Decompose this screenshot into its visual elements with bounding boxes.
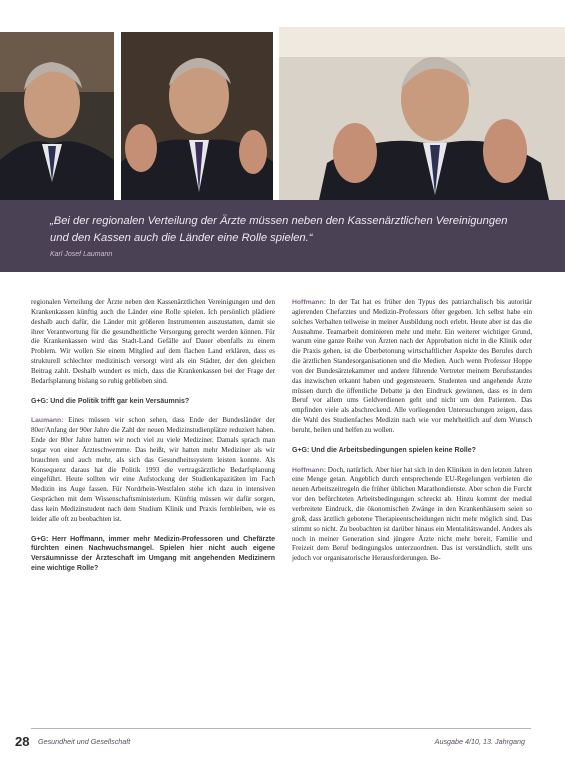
issue-info: Ausgabe 4/10, 13. Jahrgang (434, 737, 525, 746)
section-title: Gesundheit und Gesellschaft (38, 737, 131, 746)
photo-speaker-left (0, 32, 114, 200)
interview-question: G+G: Herr Hoffmann, immer mehr Medizin-Professoren und Chefärzte fürchten einen Nachwuchsmangel. Spielen hier nicht auch eigene Versäumnisse der Ärzteschaft im Umgang mit angehenden Medizinern eine wichtige Rolle? (31, 535, 275, 573)
article-column-left (31, 298, 275, 574)
paragraph (292, 298, 532, 436)
paragraph: regionalen Verteilung der Ärzte neben den Kassenärztlichen Vereinigungen und den Krankenkassen künftig auch die Länder eine Rolle spielen. Ich persönlich plädiere deshalb auch dafür, die Länder mit größeren Instrumenten auszustatten, damit sie ihrer Verantwortung für die gesundheitliche Versorgung gerecht werden können. Für die Krankenkassen wird das Stadt-Land Gefälle auf Dauer ebenfalls zu einem Problem. Wir wollen Sie einem Mitglied auf dem flachen Land erklären, dass es strukturell schlechter medizinisch versorgt wird als ein Städter, der den gleichen Beitrag zahlt. Deshalb wundert es mich, dass die Krankenkassen bei der Frage der Bedarfsplanung bislang so ruhig geblieben sind. (31, 298, 275, 385)
interview-question: G+G: Und die Arbeitsbedingungen spielen keine Rolle? (292, 446, 476, 454)
photo-speaker-middle (121, 32, 273, 200)
photo-speaker-right (279, 27, 565, 200)
speaker-name: Hoffmann: (292, 299, 326, 306)
pull-quote: „Bei der regionalen Verteilung der Ärzte müssen neben den Kassenärztlichen Vereinigungen und den Kassen auch die Länder eine Rolle spielen.“ (50, 215, 508, 244)
speaker-name: Laumann: (31, 417, 64, 425)
paragraph-text: Doch, natürlich. Aber hier hat sich in den Kliniken in den letzten Jahren eine Menge getan. Angeblich durch entsprechende EU-Regelungen verbieten die neuen Arbeitszeitregeln die früher üblichen Marathondienste. Aber schon die Furcht vor den befürchteten Arbeitsbedingungen schreckt ab. Hinzu kommt der medial verbreitete Eindruck, die ökonomischen Zwänge in den Krankenhäusern seien so groß, dass ärztlich gebotene Therapieentscheidungen nicht mehr möglich sind. Das stimmt so nicht. Zu beobachten ist darüber hinaus ein Mentalitätswandel. Anders als noch in meiner Generation sind jüngere Ärzte nicht mehr bereit, Familie und Freizeit dem Beruf bedingungslos unterzuordnen. Das ist verständlich, stellt uns jedoch vor organisatorische Herausforderungen. Be- (292, 465, 532, 563)
paragraph-text: Eines müssen wir schon sehen, dass Ende der Bundesländer der 80er/Anfang der 90er Jahre die Zahl der neuen Medizinstudienplätze reduziert haben. Ende der 80er Jahre hatten wir noch viel zu viele Mediziner. Damals sprach man sogar von einer Ärzteschwemme. Das heißt, wir hatten mehr Mediziner als wir brauchten und auch mehr, als sich das Gesundheitssystem leisten konnte. Als Konsequenz daraus hat die Politik 1993 die vertragsärztliche Bedarfsplanung eingeführt. Heute sollten wir eine Aufstockung der Studienkapazitäten im Fach Medizin ins Auge fassen. Für Nordrhein-Westfalen stehe ich dazu in intensiven Gesprächen mit dem Wissenschaftsministerium. Künftig müssen wir dafür sorgen, dass kein Medizinstudent nach dem Studium Klinik und Praxis fernbleiben, wie es leider alle oft zu beobachten ist. (31, 416, 275, 523)
page-number: 28 (15, 734, 30, 749)
article-column-right (292, 298, 532, 564)
footer-rule (31, 728, 531, 729)
speaker-name: Hoffmann: (292, 466, 326, 474)
paragraph-text: In der Tat hat es früher den Typus des patriarchalisch bis autoritär agierenden Chefarztes und Medizin-Professors öfter gegeben. Ich selbst habe ein solches Verhalten teilweise in meiner Ausbildung noch erlebt. Heute aber ist das die Ausnahme. Teamarbeit dominieren mehr und mehr. Ein weiterer wichtiger Grund, warum eine ganze Reihe von Ärzten nach der Approbation nicht in die Klinik oder die Praxis gehen, ist die Überbetonung wirtschaftlicher Aspekte des Berufes durch die ärztlichen Standesorganisationen und die Medien. Auch wenn Professor Hoppe von der Bundesärztekammer und andere führende Vertreter meinem Berufsstandes das inzwischen erkannt haben und gegensteuern. Studenten und angehende Ärzte müssen durch die öffentliche Debatte ja den Eindruck gewinnen, dass es in dem Beruf vor allem ums Geldverdienen geht und nicht um den Patienten. Das empfinden viele als abschreckend. Alle vorliegenden Untersuchungen zeigen, dass die Wahl des Studienfaches Medizin nach wie vor mehrheitlich auf dem Wunsch beruht, heilen und helfen zu wollen. (292, 298, 532, 434)
quote-author: Karl Josef Laumann (50, 251, 113, 258)
paragraph (31, 416, 275, 524)
paragraph (292, 466, 532, 564)
interview-question: G+G: Und die Politik trifft gar kein Versäumnis? (31, 397, 190, 405)
